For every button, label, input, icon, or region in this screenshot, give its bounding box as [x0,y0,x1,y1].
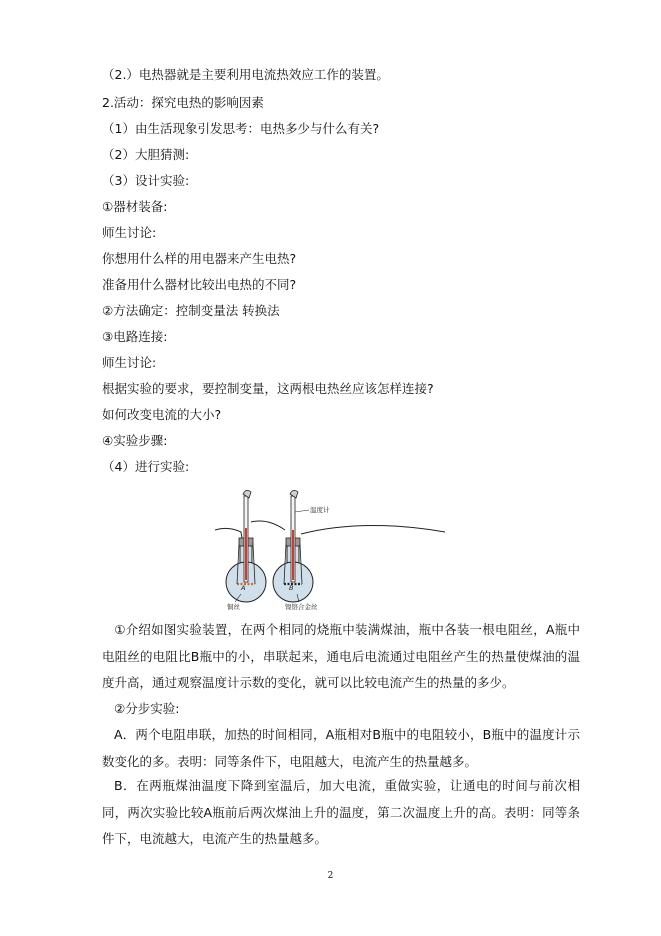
line-1: （2.）电热器就是主要利用电流热效应工作的装置。 [102,67,389,82]
line-15: ④实验步骤: [102,433,168,448]
line-4: （2）大胆猜测: [102,147,190,162]
line-5: （3）设计实验: [102,173,190,188]
page-number: 2 [327,871,334,881]
paragraph-step-heading: ②分步实验: [114,701,180,716]
flask-a-letter: A [241,584,246,592]
paragraph-intro: ①介绍如图实验装置，在两个相同的烧瓶中装满煤油，瓶中各装一根电阻丝，A瓶中电阻丝的电阻比B瓶中的小，串联起来，通电后电流通过电阻丝产生的热量使煤油的温度升高，通过观察温度计示数的变化，就可以比较电流产生的热量的多少。 [102,622,580,690]
line-3: （1）由生活现象引发思考：电热多少与什么有关? [102,121,380,136]
line-13: 根据实验的要求，要控制变量，这两根电热丝应该怎样连接? [102,381,434,396]
line-16: （4）进行实验: [102,459,190,474]
wire-b-label: 镍铬合金丝 [285,603,318,611]
flask-a [226,490,266,602]
line-14: 如何改变电流的大小? [102,407,222,422]
line-12: 师生讨论: [102,355,157,370]
wire-a-label: 铜丝 [227,603,240,611]
experiment-figure [213,488,447,612]
flask-b-letter: B [289,584,294,592]
thermometer-label: 温度计 [310,506,330,514]
line-8: 你想用什么样的用电器来产生电热? [102,251,297,266]
line-6: ①器材装备: [102,199,168,214]
line-10: ②方法确定：控制变量法 转换法 [102,303,280,318]
paragraph-step-a: A．两个电阻串联，加热的时间相同，A瓶相对B瓶中的电阻较小，B瓶中的温度计示数变化的多。表明：同等条件下，电阻越大，电流产生的热量越多。 [102,727,580,769]
line-2: 2.活动：探究电热的影响因素 [102,95,264,110]
paragraph-step-b: B．在两瓶煤油温度下降到室温后，加大电流，重做实验，让通电的时间与前次相同，两次实验比较A瓶前后两次煤油上升的温度，第二次温度上升的高。表明：同等条件下，电流越大，电流产生的热量越多。 [102,778,580,846]
line-9: 准备用什么器材比较出电热的不同? [102,277,297,292]
line-11: ③电路连接: [102,329,168,344]
line-7: 师生讨论: [102,225,157,240]
